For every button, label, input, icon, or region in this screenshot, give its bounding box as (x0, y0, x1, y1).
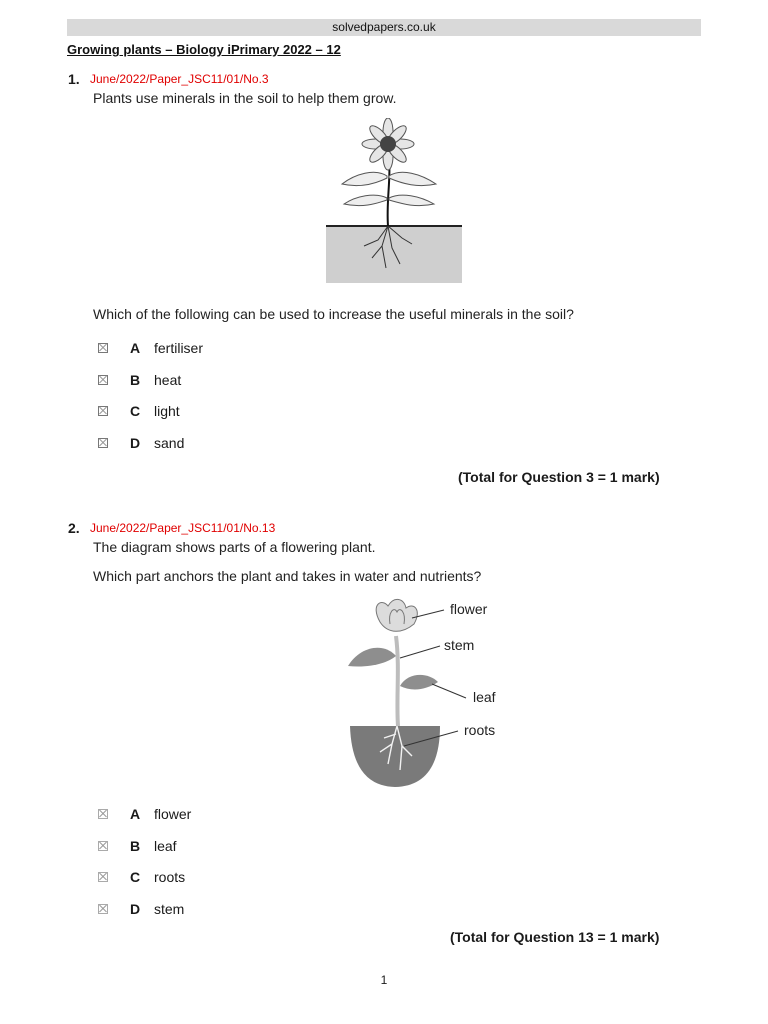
page-number: 1 (380, 973, 388, 987)
label-leaf: leaf (473, 689, 496, 705)
question-2-intro: The diagram shows parts of a flowering plant. (93, 539, 376, 555)
q2-option-c[interactable] (98, 868, 185, 886)
q1-option-b-text: heat (154, 372, 182, 388)
q1-option-a-checkbox[interactable] (98, 343, 108, 353)
q2-option-d-letter: D (130, 901, 141, 917)
label-stem: stem (444, 637, 475, 653)
q2-option-d-text: stem (154, 901, 185, 917)
question-2-prompt: Which part anchors the plant and takes in water and nutrients? (93, 568, 482, 584)
question-2-number: 2. (68, 520, 80, 536)
q2-option-b[interactable] (98, 837, 177, 855)
q1-option-c-letter: C (130, 403, 141, 419)
q1-option-b-letter: B (130, 372, 141, 388)
label-roots: roots (464, 722, 496, 738)
q1-option-a-text: fertiliser (154, 340, 204, 356)
question-1-prompt: Which of the following can be used to increase the useful minerals in the soil? (93, 306, 574, 322)
q1-option-d-checkbox[interactable] (98, 438, 108, 448)
q2-option-a-text: flower (154, 806, 192, 822)
q1-option-a[interactable] (98, 339, 203, 357)
q1-option-a-letter: A (130, 340, 141, 356)
q2-option-a[interactable] (98, 805, 191, 823)
site-header: solvedpapers.co.uk (67, 19, 701, 36)
q2-option-d-checkbox[interactable] (98, 904, 108, 914)
q1-option-c[interactable] (98, 402, 180, 420)
q2-option-b-text: leaf (154, 838, 177, 854)
q1-option-d[interactable] (98, 434, 184, 452)
question-1-intro: Plants use minerals in the soil to help them grow. (93, 90, 397, 106)
document-title: Growing plants – Biology iPrimary 2022 – 12 (67, 42, 341, 57)
question-2-total: (Total for Question 13 = 1 mark) (450, 929, 660, 945)
label-flower: flower (450, 601, 488, 617)
q2-option-a-letter: A (130, 806, 141, 822)
question-1-total: (Total for Question 3 = 1 mark) (458, 469, 660, 485)
q2-option-d[interactable] (98, 900, 184, 918)
q1-option-d-letter: D (130, 435, 141, 451)
q2-option-a-checkbox[interactable] (98, 809, 108, 819)
q2-option-c-letter: C (130, 869, 141, 885)
q1-option-c-checkbox[interactable] (98, 406, 108, 416)
question-1-reference: June/2022/Paper_JSC11/01/No.3 (90, 72, 269, 86)
q2-option-b-letter: B (130, 838, 141, 854)
q1-option-c-text: light (154, 403, 180, 419)
q2-option-c-checkbox[interactable] (98, 872, 108, 882)
q1-option-b-checkbox[interactable] (98, 375, 108, 385)
question-2-reference: June/2022/Paper_JSC11/01/No.13 (90, 521, 276, 535)
q1-option-d-text: sand (154, 435, 185, 451)
sunflower-figure (320, 118, 470, 288)
q2-option-c-text: roots (154, 869, 186, 885)
q2-option-b-checkbox[interactable] (98, 841, 108, 851)
q1-option-b[interactable] (98, 371, 181, 389)
flowering-plant-diagram (340, 594, 510, 792)
question-1-number: 1. (68, 71, 80, 87)
